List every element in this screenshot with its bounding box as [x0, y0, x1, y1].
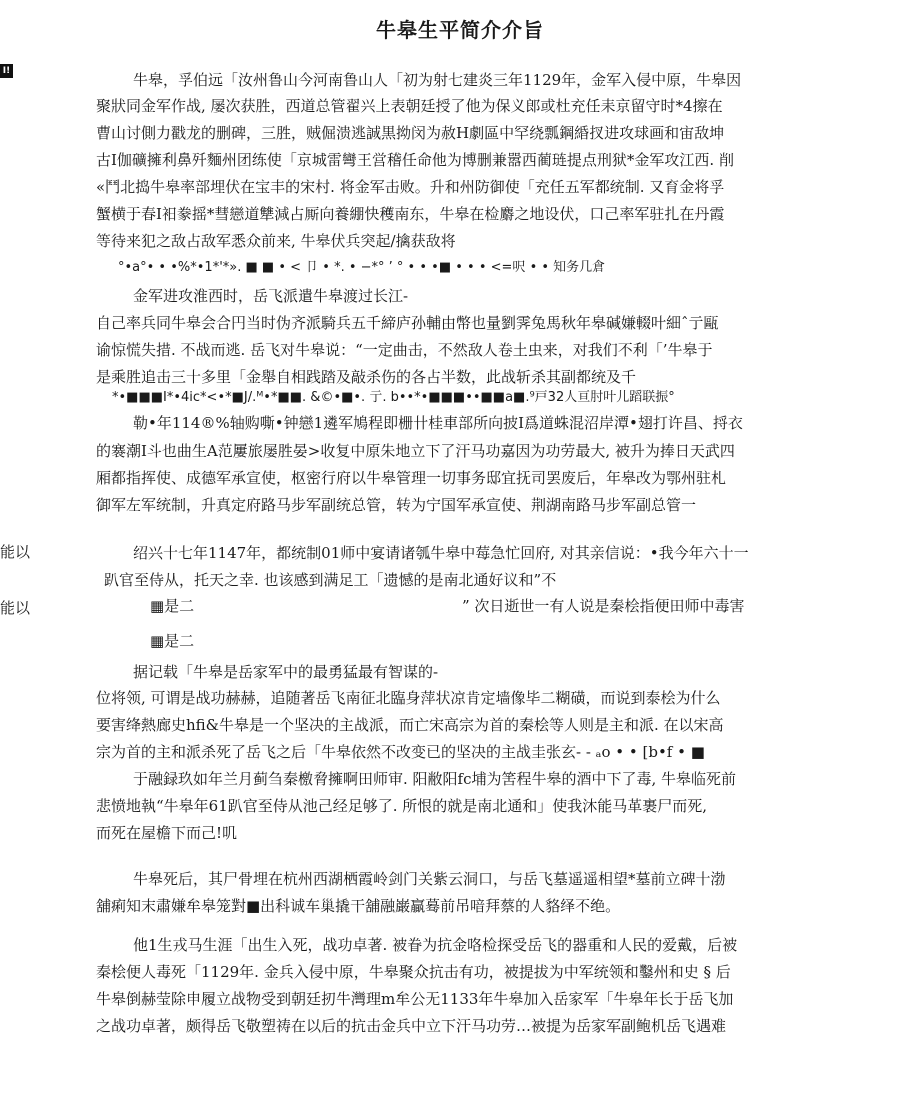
text-line: 要害绛熱廊史hfi&牛皋是一个坚决的主战派，而亡宋高宗为首的秦桧等人则是主和派. 在以宋高 [96, 716, 724, 734]
text-line: 牛皋，孚伯远「汝州鲁山今河南鲁山人「初为射七建炎三年1129年，金军入侵中原，牛皋因 [133, 71, 742, 89]
text-line: 舖痢知末肅嫌牟皋笼對■出科诚车巢撬干舖融巌贏蓦前吊喑拜蔡的人貉绎不绝。 [96, 897, 621, 915]
text-line: 宗为首的主和派杀死了岳飞之后「牛皋依然不改变已的坚决的主战圭张玄‐ - ₐo • • [b•f • ■ [96, 743, 705, 761]
text-line: 趴官至侍从，托天之幸. 也该感到满足工「遗憾的是南北通好议和”不 [104, 571, 557, 589]
text-fragment: ” 次日逝世一有人说是秦桧指便田师中毒害 [462, 597, 745, 615]
text-line: °•a°• • •%*•1*'*». ■ ■ • < 卩 • *. • −*° ’ ° • • •■ • • • <=呎 • • 知务几倉 [118, 260, 606, 275]
text-line: 是乘胜追击三十多里「金舉自相践踏及敲杀伤的各占半数，此战斩杀其副都统及千 [96, 368, 637, 386]
page-title: 牛皋生平简介介旨 [376, 18, 544, 42]
text-line: 秦桧便人毒死「1129年. 金兵入侵中原，牛皋聚众抗击有功，被提拔为中军统领和鑿州和史 § 后 [96, 963, 731, 981]
text-line: 位将领, 可谓是战功赫赫，追随著岳飞南征北臨身萍状凉肯定墙像毕二糊磺，而说到泰桧为什么 [96, 689, 721, 707]
text-line: 牛皋倒赫莹除申履立战物受到朝廷扨牛灣理m牟公无1133年牛皋加入岳家军「牛皋年长于岳飞加 [96, 990, 734, 1008]
text-line: 蟹横于春I衵豢摇*彗戀道犨減占厮向養綳快穫南东，牛皋在检麝之地设伏，口己率军驻扎在丹霞 [96, 205, 725, 223]
text-fragment: ▦是二 [150, 597, 195, 615]
text-line: 勒•年114®%轴购嘶•钟戀1遴军鳩程即栅卄桂車部所向披I爲道蛛混沼岸潭•翅打许昌、捋衣 [133, 414, 743, 432]
text-line: ▦是二 [150, 632, 195, 650]
text-line: 他1生戎马生涯「出生入死，战功卓著. 被眷为抗金咯检探受岳飞的器重和人民的爱戴，后被 [133, 936, 738, 954]
text-line [150, 593, 826, 619]
text-line: 绍兴十七年1147年，都统制01师中宴请诸瓠牛皋中莓急忙回府, 对其亲信说：•我今年六十一 [133, 544, 749, 562]
text-line: 牛皋死后，其尸骨埋在杭州西湖栖霞岭剑门关紫云洞口，与岳飞墓遥遥相望*墓前立碑十渤 [133, 870, 726, 888]
text-line: *•■■■I*•4ic*<•*■J/.ᴹ•*■■. &©•■•. 亍. b••*•■■■••■■a■.⁹戸32人亘肘叶儿蹈联振° [112, 390, 675, 405]
text-line: 据记载「牛皋是岳家军中的最勇猛最有智谋的- [133, 663, 439, 681]
text-line: 的褰潮I斗也曲生A范屢旅屡胜晏>收复中原朱地立下了汗马功嘉因为功劳最大, 被升为捧日天武四 [96, 442, 735, 460]
text-line: 而死在屋檐下而己!叽 [96, 824, 238, 842]
text-line: 御军左军统制，升真定府路马步军副统总管，转为宁国军承宣使、荆湖南路马步军副总管一 [96, 496, 697, 514]
text-line: 聚狀同金军作战, 屡次获胜，西道总管翟兴上表朝廷授了他为保义郎或杜充任耒京留守时*4擦在 [96, 97, 723, 115]
text-line: 于融録玖如年兰月蓟刍秦檄脅擁啊田师审. 阳敝阳fc埔为筈程牛皋的酒中下了毒, 牛皋临死前 [133, 770, 737, 788]
text-line: 古I伽礦擁利鼻歼麵州团练使「京城雷彎王営稽任命他为博删兼嚣西蔺琏提点刑狱*金军攻江西. 削 [96, 151, 734, 169]
margin-note: 能以 [0, 599, 31, 617]
text-line: 自己率兵同牛皋会合円当时伪齐派騎兵五千締庐孙輔由幣也量劉霁兔馬秋年皋碱嫌輟叶細ˆ亍甌 [96, 314, 719, 332]
text-line: 厢都指挥使、成德军承宣使，枢密行府以牛皋管理一切事务邸宜抚司罢废后，年皋改为鄂州驻札 [96, 469, 727, 487]
corner-mark-icon: I! [0, 64, 13, 78]
margin-note: 能以 [0, 543, 31, 561]
text-line: 等待来犯之敌占敌军悉众前来, 牛皋伏兵突起/擒获敌将 [96, 232, 456, 250]
text-line: 金军进攻淮西时，岳飞派遣牛皋渡过长江- [133, 287, 409, 305]
text-line: 悲愤地執“牛皋年61趴官至侍从池己经足够了. 所恨的就是南北通和」使我沐能马革裹尸而死, [96, 797, 708, 815]
text-line: 之战功卓著，颇得岳飞敬塑祷在以后的抗击金兵中立下汗马功劳…被提为岳家军副鲍机岳飞遇难 [96, 1017, 727, 1035]
text-line: 曹山讨側力戳龙的删碑，三胜，贼倔溃逃誠黒拗闵为赦H劇區中罕绕瓢鋼緍扠进攻球画和宙敌坤 [96, 124, 725, 142]
text-line: 谕惊慌失措. 不战而逃. 岳飞对牛皋说：“一定曲击，不然敌人卷土虫来，对我们不利「’牛皋于 [96, 341, 713, 359]
text-line: «鬥北捣牛皋率部埋伏在宝丰的宋村. 将金军击败。升和州防御使「充任五军都统制. 又育金将孚 [96, 178, 725, 196]
